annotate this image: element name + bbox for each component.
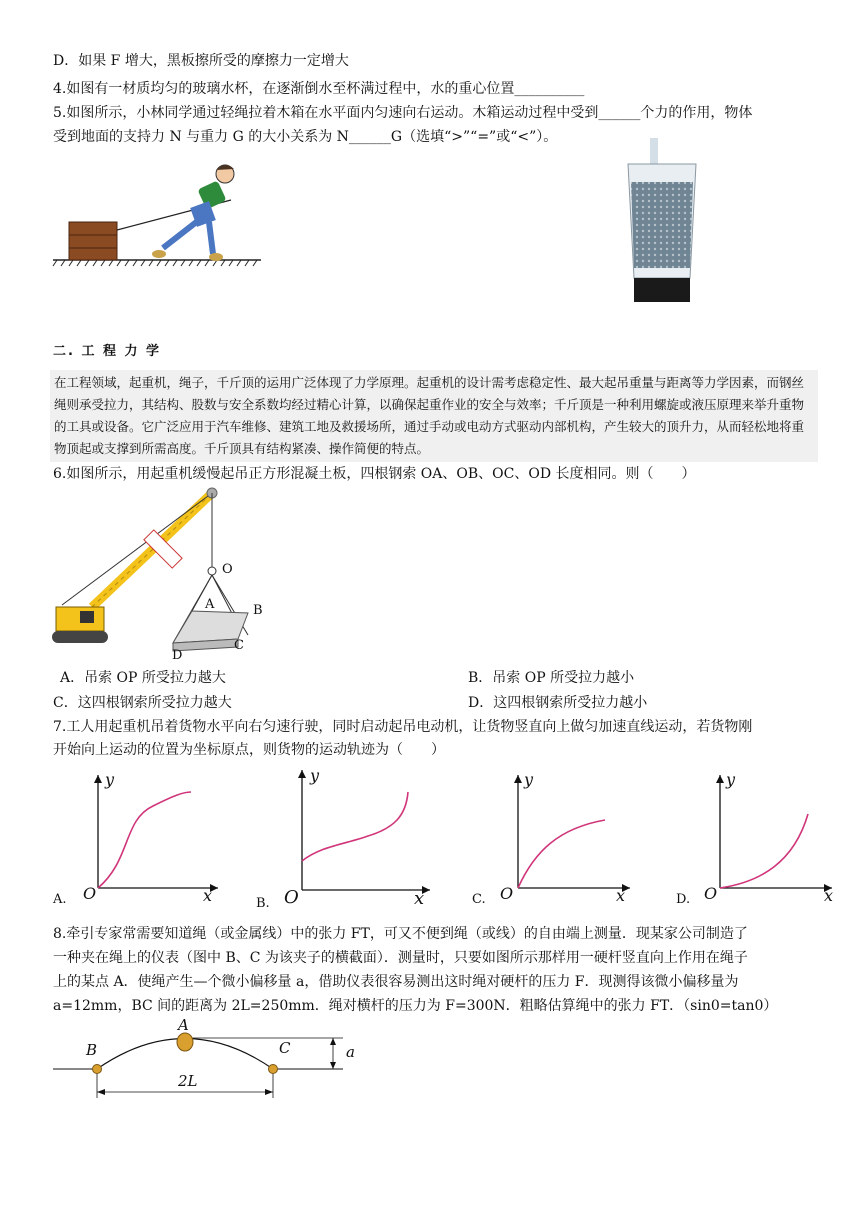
graph-option-b[interactable] bbox=[256, 766, 436, 911]
intro-box: 在工程领域，起重机，绳子，千斤顶的运用广泛体现了力学原理。起重机的设计需考虑稳定性、最大起吊重量与距离等力学因素，而钢丝绳则承受拉力，其结构、股数与安全系数均经过精心计算，以确保起重作业的安全与效率；千斤顶是一种利用螺旋或液压原理来举升重物的工具或设备。它广泛应用于汽车维修、建筑工地及救援场所，通过手动或电动方式驱动内部机构，产生较大的顶升力，从而轻松地将重物顶起或支撑到所需高度。千斤顶具有结构紧凑、操作简便的特点。 bbox=[50, 370, 818, 462]
q6-option-d[interactable]: D．这四根钢索所受拉力越小 bbox=[468, 695, 648, 711]
graph-b-origin: O bbox=[284, 887, 299, 908]
q6-option-c[interactable]: C．这四根钢索所受拉力越大 bbox=[53, 695, 232, 711]
rope-label-offset-a: a bbox=[346, 1043, 355, 1061]
graph-c-y: y bbox=[524, 770, 534, 789]
graph-c-origin: O bbox=[500, 884, 514, 903]
graph-a-y: y bbox=[105, 770, 115, 789]
graph-option-c[interactable] bbox=[470, 770, 640, 910]
glass-of-water-figure bbox=[622, 138, 702, 304]
crane-figure bbox=[52, 485, 272, 660]
question-8-line1: 8.牵引专家常需要知道绳（或金属线）中的张力 FT，可又不便到绳（或线）的自由端上测量．现某家公司制造了 bbox=[53, 926, 748, 942]
question-8-line4: a=12mm，BC 间的距离为 2L=250mm．绳对横杆的压力为 F=300N．粗略估算绳中的张力 FT．（sin0=tan0） bbox=[53, 998, 778, 1014]
q6-option-b[interactable]: B．吊索 OP 所受拉力越小 bbox=[468, 670, 635, 686]
graph-b-option: B. bbox=[256, 896, 270, 911]
graph-d-x: x bbox=[824, 886, 834, 905]
fig-label-c: C bbox=[234, 638, 244, 653]
rope-label-a: A bbox=[178, 1016, 189, 1034]
graph-c-x: x bbox=[616, 886, 626, 905]
graph-b-x: x bbox=[414, 888, 425, 909]
boy-pulling-box-figure bbox=[53, 160, 263, 270]
graph-c-option: C. bbox=[472, 892, 486, 907]
question-8-line3: 上的某点 A．使绳产生—个微小偏移量 a，借助仪表很容易测出这时绳对硬杆的压力 F．现测得该微小偏移量为 bbox=[53, 974, 739, 990]
question-4: 4.如图有一材质均匀的玻璃水杯，在逐渐倒水至杯满过程中，水的重心位置__________ bbox=[53, 81, 585, 97]
graph-a-x: x bbox=[203, 886, 213, 905]
graph-a-option: A. bbox=[53, 892, 67, 907]
question-8-line2: 一种夹在绳上的仪表（图中 B、C 为该夹子的横截面）．测量时，只要如图所示那样用一硬杆竖直向上作用在绳子 bbox=[53, 950, 748, 966]
graph-option-a[interactable] bbox=[53, 770, 223, 910]
question-7-line2: 开始向上运动的位置为坐标原点，则货物的运动轨迹为（ ） bbox=[53, 742, 445, 758]
graph-d-y: y bbox=[726, 770, 736, 789]
fig-label-a: A bbox=[205, 597, 215, 612]
question-6: 6.如图所示，用起重机缓慢起吊正方形混凝土板，四根钢索 OA、OB、OC、OD 长度相同。则（ ） bbox=[53, 466, 696, 482]
q6-option-a[interactable]: A．吊索 OP 所受拉力越大 bbox=[60, 670, 226, 686]
fig-label-o: O bbox=[222, 562, 233, 577]
graph-option-d[interactable] bbox=[676, 770, 846, 910]
section-title: 二. 工 程 力 学 bbox=[53, 344, 162, 359]
graph-d-origin: O bbox=[704, 884, 718, 903]
fig-label-b: B bbox=[253, 603, 263, 618]
question-5-line2: 受到地面的支持力 N 与重力 G 的大小关系为 N______G（选填“>”“=”或“<”）。 bbox=[53, 129, 558, 145]
question-5-line1: 5.如图所示，小林同学通过轻绳拉着木箱在水平面内匀速向右运动。木箱运动过程中受到______个力的作用，物体 bbox=[53, 105, 753, 121]
question-7-line1: 7.工人用起重机吊着货物水平向右匀速行驶，同时启动起吊电动机，让货物竖直向上做匀加速直线运动，若货物刚 bbox=[53, 719, 753, 735]
rope-label-span: 2L bbox=[178, 1072, 198, 1090]
rope-label-b: B bbox=[86, 1041, 98, 1059]
q3-option-d: D．如果 F 增大，黑板擦所受的摩擦力一定增大 bbox=[53, 53, 349, 69]
graph-a-origin: O bbox=[83, 884, 97, 903]
rope-label-c: C bbox=[279, 1039, 291, 1057]
graph-d-option: D. bbox=[676, 892, 691, 907]
fig-label-d: D bbox=[172, 648, 183, 663]
rope-tension-figure bbox=[53, 1018, 353, 1100]
graph-b-y: y bbox=[310, 766, 320, 785]
